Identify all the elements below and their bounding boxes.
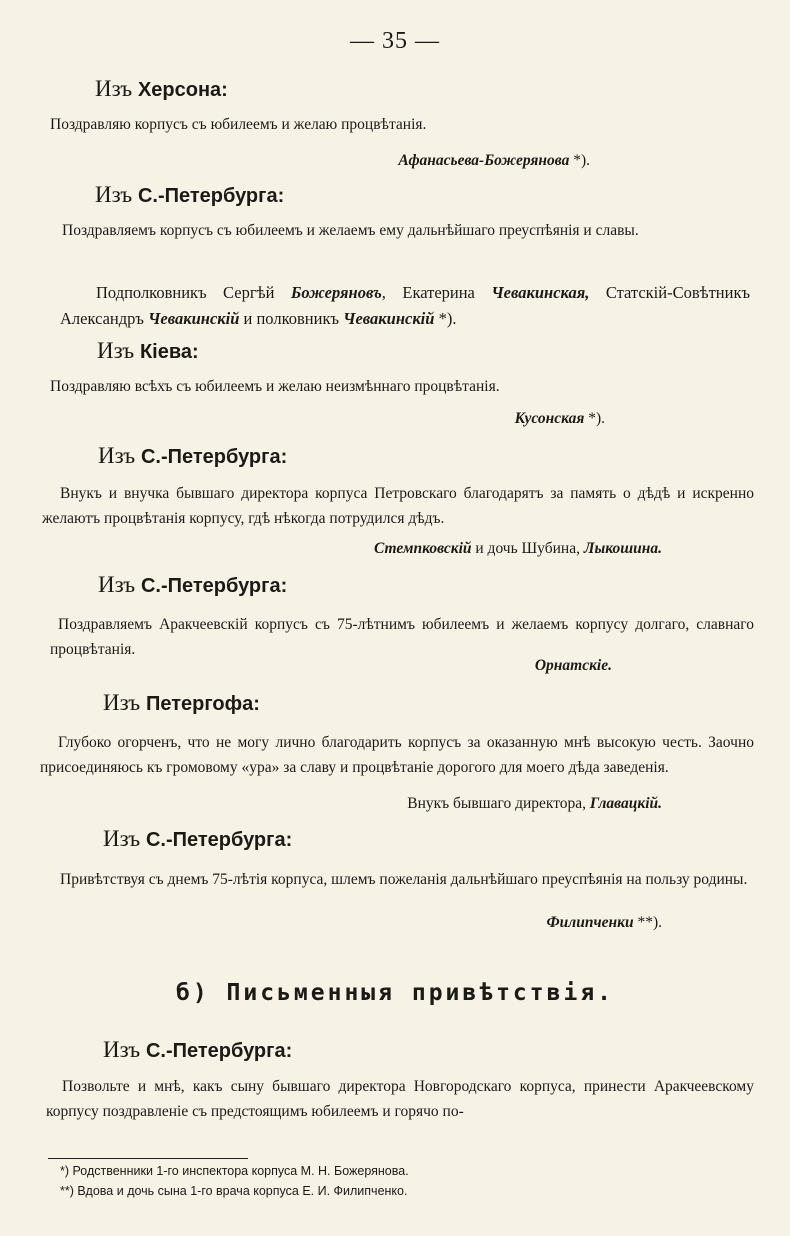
heading-prefix: Изъ bbox=[98, 443, 136, 468]
signature-name: Лыкошина. bbox=[583, 540, 662, 557]
footnote-rule bbox=[48, 1158, 248, 1159]
signature-name: Стемпковскій bbox=[373, 540, 472, 557]
signature-name: Кусонская bbox=[514, 410, 585, 427]
greeting-signature bbox=[398, 152, 590, 170]
greeting-heading bbox=[103, 826, 292, 852]
heading-city: Кіева: bbox=[139, 341, 199, 363]
greeting-signature bbox=[374, 540, 662, 558]
greeting-text: Поздравляемъ корпусъ съ юбилеемъ и желаемъ ему дальнѣйшаго преуспѣянія и славы. bbox=[62, 222, 639, 239]
section-text: Позвольте и мнѣ, какъ сыну бывшаго директора Новгородскаго корпуса, принести Аракчеевскому корпусу поздравленіе съ предстоящимъ юбилеемъ и горячо по- bbox=[46, 1078, 754, 1120]
signature-text: *). bbox=[434, 309, 457, 328]
greeting-text: Поздравляю всѣхъ съ юбилеемъ и желаю неизмѣннаго процвѣтанія. bbox=[50, 378, 500, 395]
heading-prefix: Изъ bbox=[103, 690, 141, 715]
signature-name: Афанасьева-Божерянова bbox=[398, 152, 570, 169]
heading-city: Херсона: bbox=[137, 79, 228, 101]
signature-name: Филипченки bbox=[546, 914, 634, 931]
greeting-heading bbox=[97, 338, 199, 364]
heading-prefix: Изъ bbox=[95, 76, 133, 101]
heading-prefix: Изъ bbox=[97, 338, 135, 363]
signature-name: Чевакинскій bbox=[148, 309, 240, 328]
signature-name: Орнатскіе. bbox=[534, 657, 612, 674]
footnote: *) Родственники 1-го инспектора корпуса М. Н. Божерянова. bbox=[60, 1164, 409, 1178]
heading-city: С.-Петербурга: bbox=[145, 1040, 293, 1062]
greeting-signature bbox=[407, 795, 662, 813]
greeting-signature bbox=[535, 657, 612, 675]
signature-text: Внукъ бывшаго директора, bbox=[407, 795, 590, 812]
greeting-text: Глубоко огорченъ, что не могу лично благодарить корпусъ за оказанную мнѣ высокую честь. Заочно присоединяюсь къ громовому «ура» за славу и процвѣтаніе дорогого для моего дѣда заведенія. bbox=[40, 734, 754, 776]
greeting-heading bbox=[98, 572, 287, 598]
signature-text: *). bbox=[569, 152, 590, 169]
heading-prefix: Изъ bbox=[95, 182, 133, 207]
greeting-text: Поздравляемъ Аракчеевскій корпусъ съ 75-лѣтнимъ юбилеемъ и желаемъ корпусу долгаго, славнаго процвѣтанія. bbox=[50, 616, 754, 658]
signature-text: и полковникъ bbox=[239, 309, 344, 328]
signature-name: Чевакинскій bbox=[343, 309, 435, 328]
page-number: — 35 — bbox=[350, 28, 440, 54]
signature-text: Статскій-Совѣтникъ Александръ bbox=[60, 283, 751, 328]
greeting-text: Внукъ и внучка бывшаго директора корпуса Петровскаго благодарятъ за память о дѣдѣ и искренно желаютъ процвѣтанія корпусу, гдѣ нѣкогда потрудился дѣдъ. bbox=[42, 485, 754, 527]
greeting-heading bbox=[95, 182, 284, 208]
signature-text: *). bbox=[584, 410, 605, 427]
greeting-signature bbox=[546, 914, 662, 932]
greeting-text: Поздравляю корпусъ съ юбилеемъ и желаю процвѣтанія. bbox=[50, 116, 427, 133]
heading-city: С.-Петербурга: bbox=[137, 185, 285, 207]
greeting-heading bbox=[98, 443, 287, 469]
signature-name: Божеряновъ bbox=[290, 283, 382, 302]
greeting-signatories bbox=[60, 280, 750, 332]
heading-prefix: Изъ bbox=[103, 1037, 141, 1062]
signature-name: Чевакинская, bbox=[491, 283, 590, 302]
heading-city: Петергофа: bbox=[145, 693, 260, 715]
footnote: **) Вдова и дочь сына 1-го врача корпуса Е. И. Филипченко. bbox=[60, 1184, 408, 1198]
greeting-signature bbox=[515, 410, 605, 428]
heading-prefix: Изъ bbox=[103, 826, 141, 851]
signature-text: **). bbox=[633, 914, 662, 931]
greeting-heading bbox=[95, 76, 228, 102]
heading-city: С.-Петербурга: bbox=[140, 446, 288, 468]
section-heading bbox=[103, 1037, 292, 1063]
signature-text: Подполковникъ Сергѣй bbox=[96, 283, 291, 302]
section-title: б) Письменныя привѣтствія. bbox=[175, 980, 615, 1006]
heading-prefix: Изъ bbox=[98, 572, 136, 597]
heading-city: С.-Петербурга: bbox=[140, 575, 288, 597]
signature-text: , Екатерина bbox=[381, 283, 492, 302]
signature-name: Главацкій. bbox=[589, 795, 662, 812]
signature-text: и дочь Шубина, bbox=[471, 540, 584, 557]
greeting-text: Привѣтствуя съ днемъ 75-лѣтія корпуса, шлемъ пожеланія дальнѣйшаго преуспѣянія на пользу родины. bbox=[60, 871, 748, 888]
greeting-heading bbox=[103, 690, 260, 716]
heading-city: С.-Петербурга: bbox=[145, 829, 293, 851]
